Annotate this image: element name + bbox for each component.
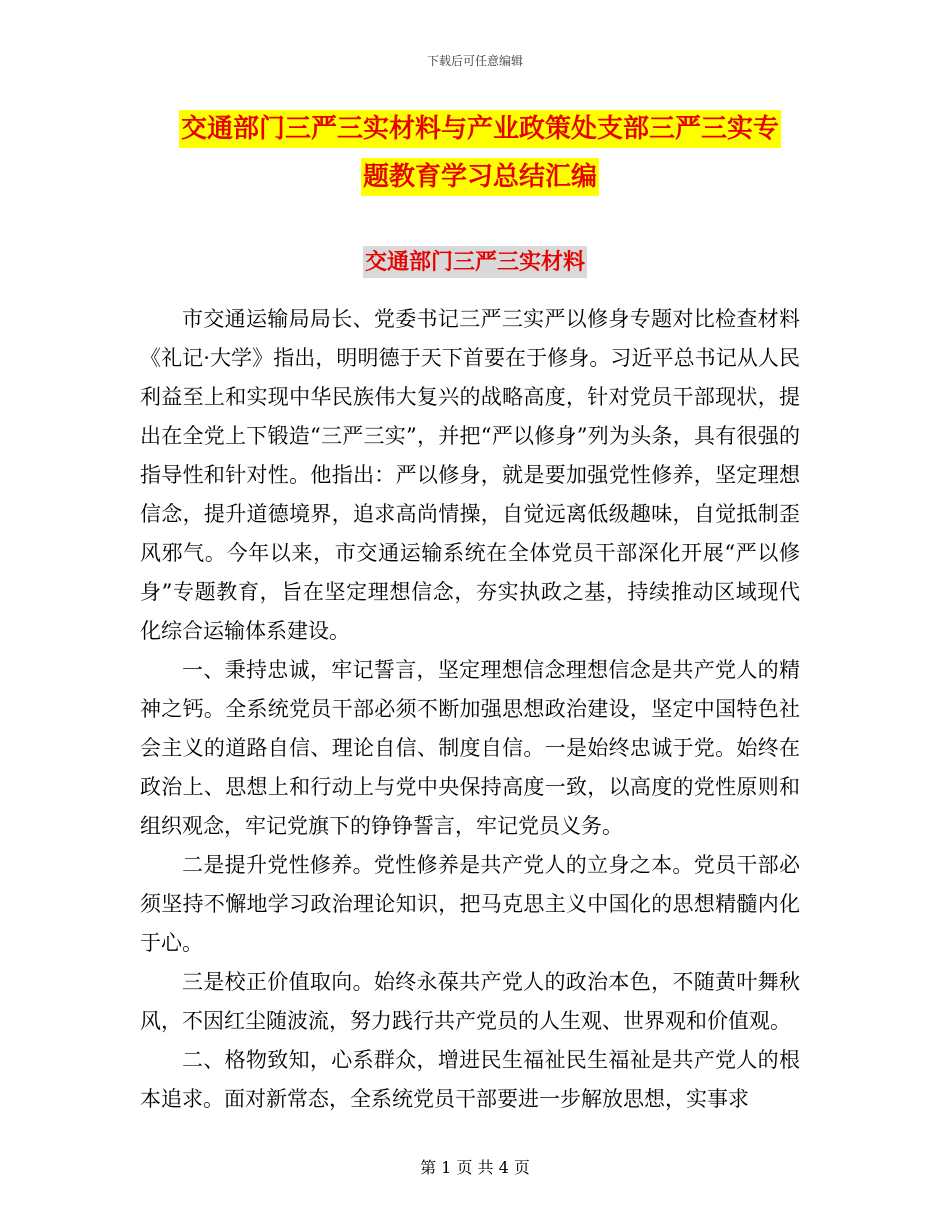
title-line-2: 题教育学习总结汇编 (361, 158, 599, 196)
paragraph: 市交通运输局局长、党委书记三严三实严以修身专题对比检查材料《礼记·大学》指出，明明德于天下首要在于修身。习近平总书记从人民利益至上和实现中华民族伟大复兴的战略高度，针对党员干部现状，提出在全党上下锻造“三严三实”，并把“严以修身”列为头条，具有很强的指导性和针对性。他指出：严以修身，就是要加强党性修养，坚定理想信念，提升道德境界，追求高尚情操，自觉远离低级趣味，自觉抵制歪风邪气。今年以来，市交通运输系统在全体党员干部深化开展“严以修身”专题教育，旨在坚定理想信念，夯实执政之基，持续推动区域现代化综合运输体系建设。 (140, 307, 800, 643)
title-line-1: 交通部门三严三实材料与产业政策处支部三严三实专 (179, 110, 781, 148)
paragraph: 二、格物致知，心系群众，增进民生福祉民生福祉是共产党人的根本追求。面对新常态，全系统党员干部要进一步解放思想，实事求 (140, 1048, 800, 1111)
section-subtitle (0, 246, 950, 278)
paragraph: 一、秉持忠诚，牢记誓言，坚定理想信念理想信念是共产党人的精神之钙。全系统党员干部必须不断加强思想政治建设，坚定中国特色社会主义的道路自信、理论自信、制度自信。一是始终忠诚于党。始终在政治上、思想上和行动上与党中央保持高度一致，以高度的党性原则和组织观念，牢记党旗下的铮铮誓言，牢记党员义务。 (140, 658, 800, 838)
document-title (140, 110, 820, 206)
section-subtitle-text: 交通部门三严三实材料 (363, 246, 587, 278)
document-body (140, 300, 800, 1119)
page-number-footer: 第 1 页 共 4 页 (420, 1158, 530, 1177)
header-note: 下载后可任意编辑 (426, 54, 523, 68)
paragraph: 二是提升党性修养。党性修养是共产党人的立身之本。党员干部必须坚持不懈地学习政治理论知识，把马克思主义中国化的思想精髓内化于心。 (140, 853, 800, 955)
paragraph: 三是校正价值取向。始终永葆共产党人的政治本色，不随黄叶舞秋风，不因红尘随波流，努力践行共产党员的人生观、世界观和价值观。 (140, 970, 800, 1033)
